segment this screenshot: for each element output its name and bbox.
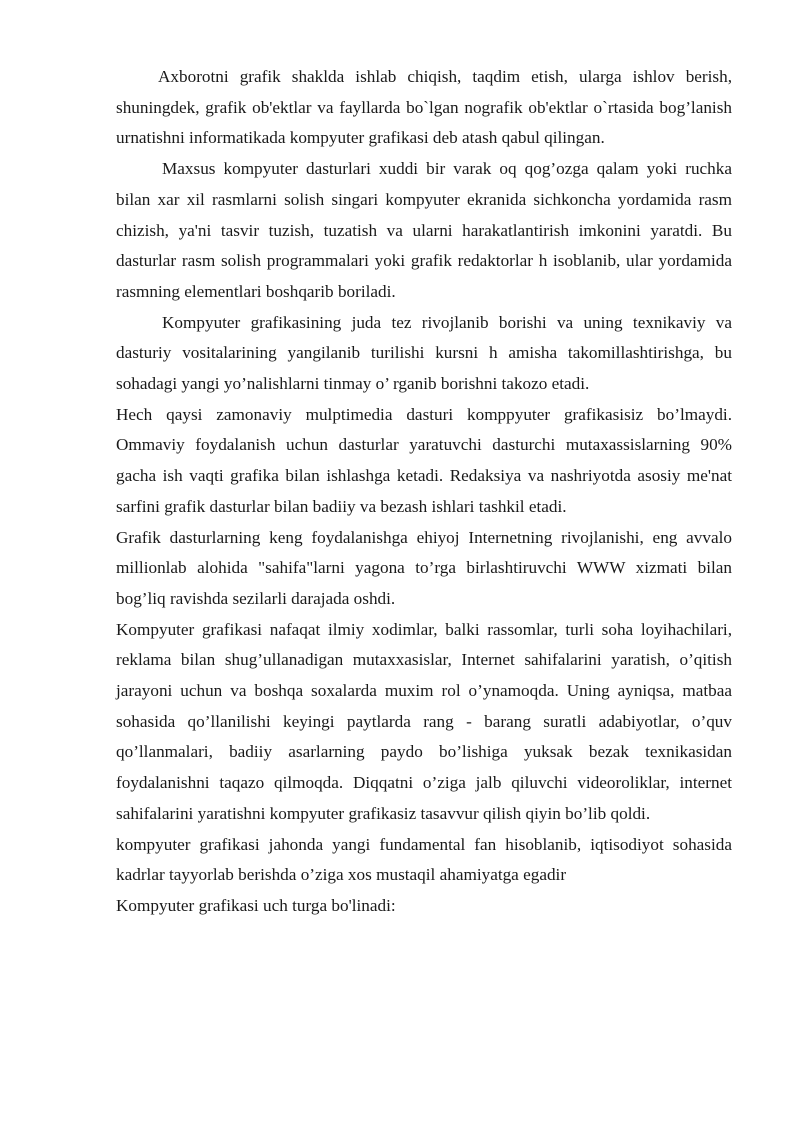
document-body <box>116 62 732 922</box>
paragraph-fundamental: kompyuter grafikasi jahonda yangi fundamental fan hisoblanib, iqtisodiyot sohasida kadrlar tayyorlab berishda o’ziga xos mustaqil ahamiyatga egadir <box>116 834 732 885</box>
paragraph-internet: Grafik dasturlarning keng foydalanishga ehiyoj Internetning rivojlanishi, eng avvalo millionlab alohida "sahifa"larni yagona to’rga birlashtiruvchi WWW xizmati bilan bog’liq ravishda sezilarli darajada oshdi. <box>116 527 732 608</box>
paragraph-types: Kompyuter grafikasi uch turga bo'linadi: <box>116 895 396 915</box>
paragraph-applications: Kompyuter grafikasi nafaqat ilmiy xodimlar, balki rassomlar, turli soha loyihachilari, reklama bilan shug’ullanadigan mutaxxasislar, Internet sahifalarini yaratish, o’qitish jarayoni uchun va boshqa soxalarda muxim rol o’ynamoqda. Uning ayniqsa, matbaa sohasida qo’llanilishi keyingi paytlarda rang - barang suratli adabiyotlar, o’quv qo’llanmalari, badiiy asarlarning paydo bo’lishiga yuksak bezak texnikasidan foydalanishni taqazo qilmoqda. Diqqatni o’ziga jalb qiluvchi videoroliklar, internet sahifalarini yaratishni kompyuter grafikasiz tasavvur qilish qiyin bo’lib qoldi. <box>116 619 732 823</box>
paragraph-multimedia: Hech qaysi zamonaviy mulptimedia dasturi komppyuter grafikasisiz bo’lmaydi. Ommaviy foydalanish uchun dasturlar yaratuvchi dasturchi mutaxassislarning 90% gacha ish vaqti grafika bilan ishlashga ketadi. Redaksiya va nashriyotda asosiy me'nat sarfini grafik dasturlar bilan badiiy va bezash ishlari tashkil etadi. <box>116 404 732 516</box>
paragraph-intro: Axborotni grafik shaklda ishlab chiqish, taqdim etish, ularga ishlov berish, shuningdek, grafik ob'ektlar va fayllarda bo`lgan nografik ob'ektlar o`rtasida bog’lanish urnatishni informatikada kompyuter grafikasi deb atash qabul qilingan. <box>116 67 732 148</box>
paragraph-software: Maxsus kompyuter dasturlari xuddi bir varak oq qog’ozga qalam yoki ruchka bilan xar xil rasmlarni solish singari kompyuter ekranida sichkoncha yordamida rasm chizish, ya'ni tasvir tuzish, tuzatish va ularni harakatlantirish imkonini yaratdi. Bu dasturlar rasm solish programmalari yoki grafik redaktorlar h isoblanib, ular yordamida rasmning elementlari boshqarib boriladi. <box>116 159 732 301</box>
paragraph-development: Kompyuter grafikasining juda tez rivojlanib borishi va uning texnikaviy va dasturiy vositalarining yangilanib turilishi kursni h amisha takomillashtirishga, bu sohadagi yangi yo’nalishlarni tinmay o’ rganib borishni takozo etadi. <box>116 312 732 394</box>
